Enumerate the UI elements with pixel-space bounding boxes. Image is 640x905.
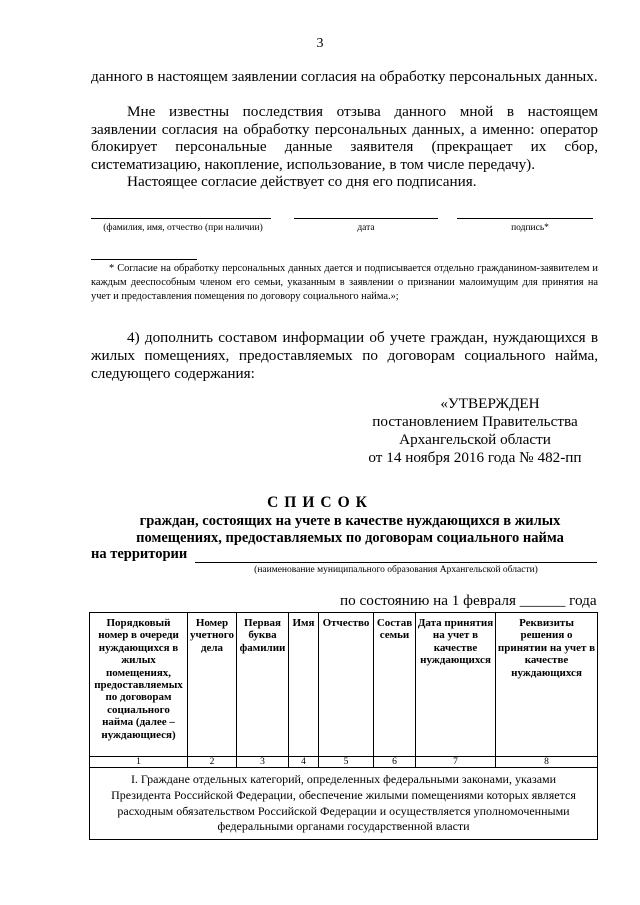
table-number-cell: 1 <box>90 757 188 768</box>
list-title: СПИСОК <box>267 494 373 511</box>
paragraph-item-4: 4) дополнить составом информации об учете граждан, нуждающихся в жилых помещениях, предоставляемых по договорам социального найма, следующего содержания: <box>91 329 598 382</box>
table-number-cell: 4 <box>289 757 319 768</box>
table-number-cell: 3 <box>237 757 289 768</box>
table-section-row <box>90 768 598 840</box>
name-label: (фамилия, имя, отчество (при наличии) <box>103 223 263 233</box>
approval-line-2: Архангельской области <box>399 431 551 448</box>
footnote-divider <box>91 259 197 260</box>
table-header-cell: Реквизиты решения о принятии на учет в качестве нуждающихся <box>496 613 598 757</box>
paragraph-consent-validity: Настоящее согласие действует со дня его подписания. <box>127 173 477 190</box>
table-number-cell: 5 <box>319 757 374 768</box>
approval-title: «УТВЕРЖДЕН <box>440 395 540 412</box>
footnote: * Согласие на обработку персональных данных дается и подписывается отдельно гражданином-заявителем и каждым дееспособным членом его семьи, указанным в заявлении о признании малоимущим для принятия на учет и предоставления помещения по договору социального найма.»; <box>91 263 598 303</box>
table-section-heading: I. Граждане отдельных категорий, определенных федеральными законами, указами Президента Российской Федерации, обеспечение жилыми помещениями которых является расходным обязательством Российской Федерации и осуществляется уполномоченными федеральными органами государственной власти <box>90 768 598 840</box>
table-header-cell: Отчество <box>319 613 374 757</box>
table-number-row <box>90 757 598 768</box>
table-header-cell: Состав семьи <box>374 613 416 757</box>
as-of-date: по состоянию на 1 февраля ______ года <box>340 592 597 609</box>
list-subtitle-2: помещениях, предоставляемых по договорам социального найма <box>136 530 564 546</box>
table-header-cell: Номер учетного дела <box>188 613 237 757</box>
approval-line-1: постановлением Правительства <box>372 413 578 430</box>
table-header-cell: Дата принятия на учет в качестве нуждающихся <box>416 613 496 757</box>
territory-caption: (наименование муниципального образования Архангельской области) <box>254 565 538 575</box>
page-number: 3 <box>316 36 324 51</box>
approval-line-3: от 14 ноября 2016 года № 482-пп <box>368 449 582 466</box>
table-header-cell: Первая буква фамилии <box>237 613 289 757</box>
territory-line <box>195 562 597 563</box>
list-subtitle-1: граждан, состоящих на учете в качестве нуждающихся в жилых <box>139 513 561 529</box>
territory-label: на территории <box>91 546 188 562</box>
signature-line <box>457 218 593 219</box>
signature-label: подпись* <box>511 223 549 233</box>
paragraph-withdrawal-consequences: Мне известны последствия отзыва данного мной в настоящем заявлении согласия на обработку персональных данных, а именно: оператор блокирует персональные данные заявителя (прекращает их сбор, систематизацию, накопление, использование, в том числе передачу). <box>91 103 598 173</box>
table-number-cell: 6 <box>374 757 416 768</box>
table-header-cell: Порядковый номер в очереди нуждающихся в жилых помещениях, предоставляемых по договорам социального найма (далее – нуждающиеся) <box>90 613 188 757</box>
paragraph-consent-end: данного в настоящем заявлении согласия на обработку персональных данных. <box>91 68 598 85</box>
table-number-cell: 2 <box>188 757 237 768</box>
table-number-cell: 8 <box>496 757 598 768</box>
table-header-cell: Имя <box>289 613 319 757</box>
name-signature-line <box>91 218 271 219</box>
date-signature-line <box>294 218 438 219</box>
table-number-cell: 7 <box>416 757 496 768</box>
date-label: дата <box>357 223 375 233</box>
list-table <box>89 612 598 840</box>
table-header-row <box>90 613 598 757</box>
